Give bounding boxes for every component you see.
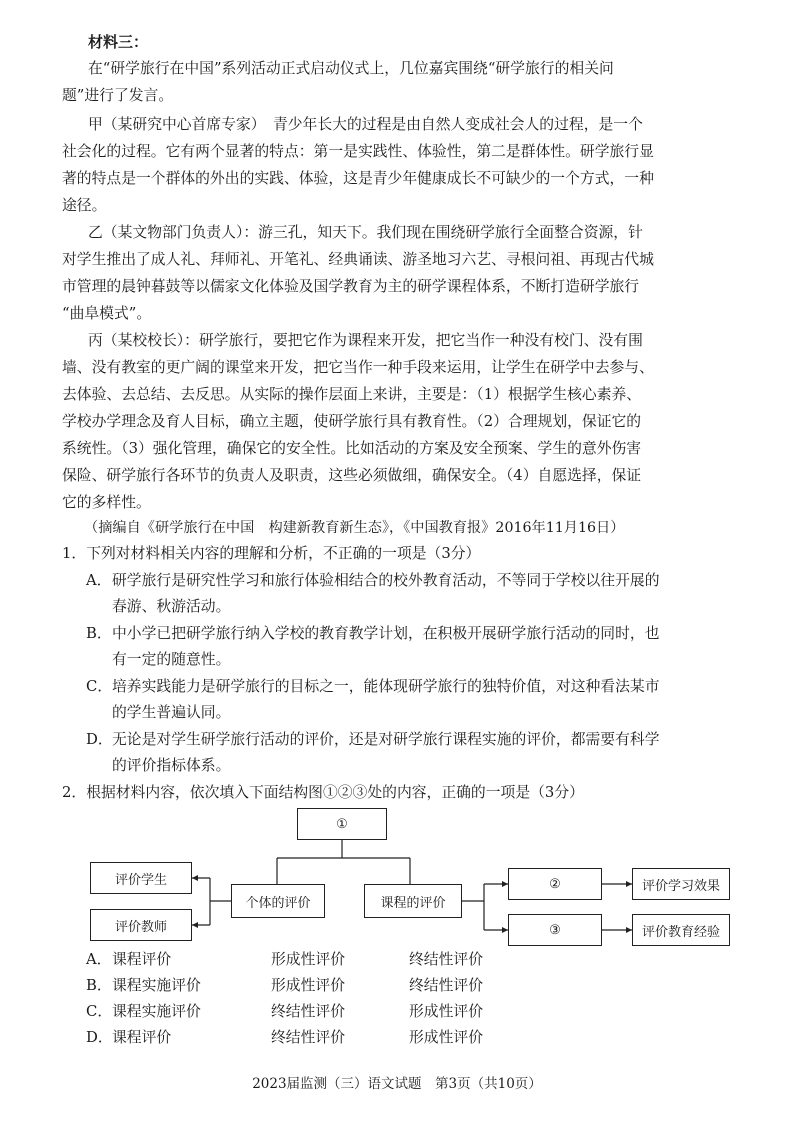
para4-line6: 保险、研学旅行各环节的负责人及职责，这些必须做细，确保安全。（4）自愿选择，保证 bbox=[62, 467, 642, 484]
q1-option-b-letter: B． bbox=[86, 625, 112, 642]
para2-line2: 社会化的过程。它有两个显著的特点：第一是实践性、体验性，第二是群体性。研学旅行显 bbox=[62, 143, 654, 160]
diagram-box-3 bbox=[508, 914, 602, 946]
q1-option-c-line1: 培养实践能力是研学旅行的目标之一，能体现研学旅行的独特价值，对这种看法某市 bbox=[112, 678, 660, 695]
q2-answer-a-letter: A． bbox=[86, 951, 112, 968]
q2-answer-row-d bbox=[0, 1028, 794, 1048]
para2-line4: 途径。 bbox=[62, 197, 107, 214]
q2-answer-c-col3: 形成性评价 bbox=[409, 1003, 483, 1020]
diagram-box-2-label: ② bbox=[549, 876, 561, 892]
diagram-box-individual bbox=[231, 884, 325, 918]
para1-line1: 在“研学旅行在中国”系列活动正式启动仪式上，几位嘉宾围绕“研学旅行的相关问 bbox=[88, 60, 614, 77]
q2-answer-c-col2: 终结性评价 bbox=[271, 1003, 345, 1020]
diagram-box-course bbox=[364, 884, 462, 918]
para4-line2: 墙、没有教室的更广阔的课堂来开发，把它当作一种手段来运用，让学生在研学中去参与、 bbox=[62, 359, 654, 376]
source-citation: （摘编自《研学旅行在中国 构建新教育新生态》，《中国教育报》2016年11月16日） bbox=[84, 520, 625, 536]
q2-answer-row-b bbox=[0, 976, 794, 996]
q2-answer-a-col2: 形成性评价 bbox=[271, 951, 345, 968]
q2-answer-c-col1: 课程实施评价 bbox=[112, 1003, 201, 1020]
q2-answer-d-col3: 形成性评价 bbox=[409, 1029, 483, 1046]
para2-line1: 甲（某研究中心首席专家） 青少年长大的过程是由自然人变成社会人的过程，是一个 bbox=[88, 116, 643, 133]
diagram-box-1-label: ① bbox=[336, 816, 348, 832]
q2-answer-a-col1: 课程评价 bbox=[112, 951, 172, 968]
q2-answer-b-letter: B． bbox=[86, 977, 112, 994]
diagram-box-course-label: 课程的评价 bbox=[380, 895, 446, 911]
q1-option-a-line1: 研学旅行是研究性学习和旅行体验相结合的校外教育活动，不等同于学校以往开展的 bbox=[112, 572, 660, 589]
para1-line2: 题”进行了发言。 bbox=[62, 87, 174, 104]
q1-option-d-line1: 无论是对学生研学旅行活动的评价，还是对研学旅行课程实施的评价，都需要有科学 bbox=[112, 731, 660, 748]
q1-option-d-line2: 的评价指标体系。 bbox=[112, 757, 231, 774]
para4-line3: 去体验、去总结、去反思。从实际的操作层面上来讲，主要是：（1）根据学生核心素养、 bbox=[62, 386, 642, 403]
para3-line4: “曲阜模式”。 bbox=[62, 305, 152, 322]
q1-option-c-line2: 的学生普遍认同。 bbox=[112, 704, 231, 721]
q1-option-a-line2: 春游、秋游活动。 bbox=[112, 598, 231, 615]
para4-line7: 它的多样性。 bbox=[62, 494, 151, 511]
q2-stem: 2．根据材料内容，依次填入下面结构图①②③处的内容，正确的一项是（3分） bbox=[62, 784, 584, 801]
q1-option-b-line2: 有一定的随意性。 bbox=[112, 651, 231, 668]
q1-option-c-letter: C． bbox=[86, 678, 113, 695]
diagram-box-teacher bbox=[90, 909, 192, 941]
para3-line3: 市管理的晨钟暮鼓等以儒家文化体验及国学教育为主的研学课程体系，不断打造研学旅行 bbox=[62, 278, 640, 295]
q1-option-b-line1: 中小学已把研学旅行纳入学校的教育教学计划，在积极开展研学旅行活动的同时，也 bbox=[112, 625, 660, 642]
arrowhead-teacher bbox=[192, 922, 198, 928]
arrowhead-student bbox=[192, 875, 198, 881]
q2-answer-b-col3: 终结性评价 bbox=[409, 977, 483, 994]
para4-line5: 系统性。（3）强化管理，确保它的安全性。比如活动的方案及安全预案、学生的意外伤害 bbox=[62, 440, 642, 457]
diagram-box-2 bbox=[508, 868, 602, 900]
q2-answer-d-letter: D． bbox=[86, 1029, 113, 1046]
diagram-box-teaching-experience bbox=[632, 914, 730, 946]
q2-answer-row-a bbox=[0, 950, 794, 970]
diagram-box-teaching-experience-label: 评价教育经验 bbox=[641, 924, 720, 940]
q2-answer-c-letter: C． bbox=[86, 1003, 113, 1020]
diagram-box-student-label: 评价学生 bbox=[114, 872, 167, 888]
diagram-box-learning-effect bbox=[632, 868, 730, 900]
q2-answer-b-col1: 课程实施评价 bbox=[112, 977, 201, 994]
page-footer: 2023届监测（三）语文试题 第3页（共10页） bbox=[252, 1076, 542, 1092]
para3-line2: 对学生推出了成人礼、拜师礼、开笔礼、经典诵读、游圣地习六艺、寻根问祖、再现古代城 bbox=[62, 251, 654, 268]
q1-option-d-letter: D． bbox=[86, 731, 113, 748]
para2-line3: 著的特点是一个群体的外出的实践、体验，这是青少年健康成长不可缺少的一个方式，一种 bbox=[62, 170, 654, 187]
q2-answer-row-c bbox=[0, 1002, 794, 1022]
para4-line4: 学校办学理念及育人目标，确立主题，使研学旅行具有教育性。（2）合理规划，保证它的 bbox=[62, 413, 642, 430]
q2-answer-a-col3: 终结性评价 bbox=[409, 951, 483, 968]
para3-line1: 乙（某文物部门负责人）：游三孔，知天下。我们现在围绕研学旅行全面整合资源，针 bbox=[88, 224, 643, 241]
diagram-box-3-label: ③ bbox=[549, 922, 561, 938]
diagram-box-1 bbox=[297, 808, 387, 840]
q2-answer-b-col2: 形成性评价 bbox=[271, 977, 345, 994]
diagram-box-learning-effect-label: 评价学习效果 bbox=[641, 878, 720, 894]
q2-answer-d-col2: 终结性评价 bbox=[271, 1029, 345, 1046]
para4-line1: 丙（某校校长）：研学旅行，要把它作为课程来开发，把它当作一种没有校门、没有围 bbox=[88, 332, 643, 349]
diagram-box-teacher-label: 评价教师 bbox=[114, 919, 167, 935]
material-heading: 材料三： bbox=[88, 33, 149, 51]
q2-answer-d-col1: 课程评价 bbox=[112, 1029, 172, 1046]
q1-stem: 1．下列对材料相关内容的理解和分析，不正确的一项是（3分） bbox=[62, 545, 481, 562]
diagram-box-individual-label: 个体的评价 bbox=[245, 895, 311, 911]
q1-option-a-letter: A． bbox=[86, 572, 112, 589]
diagram-box-student bbox=[90, 862, 192, 894]
